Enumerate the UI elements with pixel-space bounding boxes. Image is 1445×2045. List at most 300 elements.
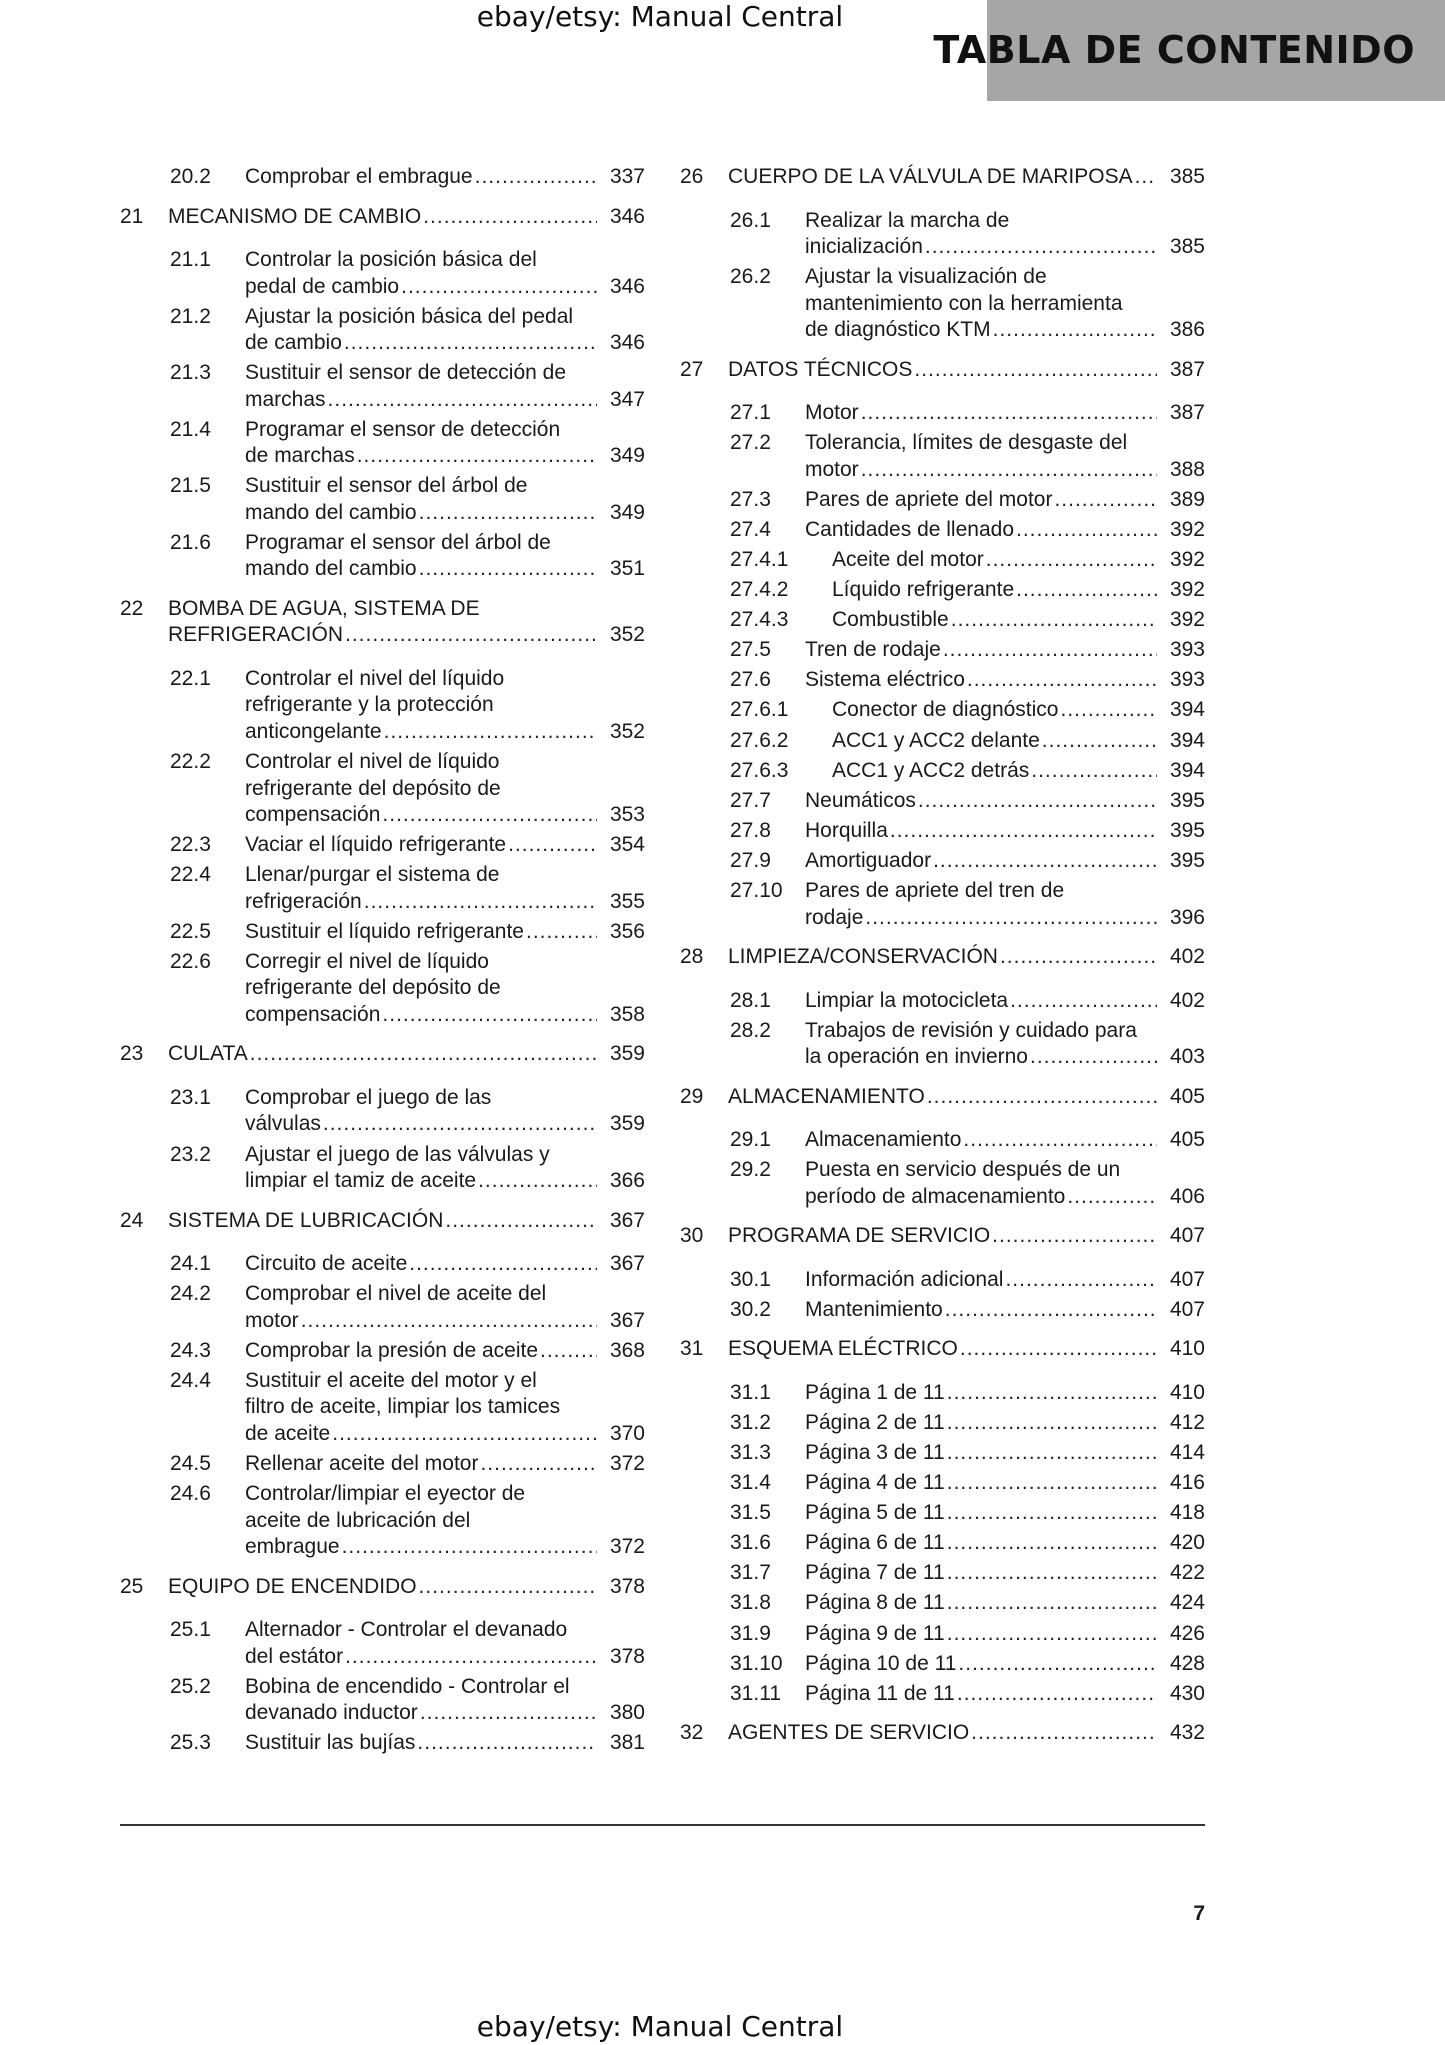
toc-section-entry[interactable]	[680, 1440, 1205, 1467]
toc-section-entry[interactable]	[120, 530, 645, 583]
toc-section-entry[interactable]	[120, 1251, 645, 1278]
toc-entry-title-line	[728, 944, 1205, 971]
toc-entry-number: 24.4	[170, 1368, 211, 1392]
dot-leader	[947, 1470, 1157, 1497]
toc-entry-title-line	[805, 457, 1205, 484]
toc-section-entry[interactable]	[120, 1368, 645, 1448]
toc-chapter-entry[interactable]	[680, 164, 1205, 191]
toc-entry-title-line: filtro de aceite, limpiar los tamices	[245, 1395, 561, 1419]
toc-chapter-entry[interactable]	[120, 204, 645, 231]
toc-entry-title	[832, 758, 1205, 785]
toc-column-right	[680, 164, 1205, 1764]
toc-section-entry[interactable]	[680, 848, 1205, 875]
toc-section-entry[interactable]	[680, 818, 1205, 845]
toc-section-entry[interactable]	[680, 1018, 1205, 1071]
toc-entry-title-text: refrigeración	[245, 889, 362, 913]
toc-entry-title-text: Cantidades de llenado	[805, 517, 1014, 541]
toc-entry-title-text: Página 5 de 11	[805, 1501, 945, 1525]
dot-leader	[423, 204, 597, 231]
toc-entry-number: 21.1	[170, 248, 211, 271]
dot-leader	[344, 330, 597, 357]
toc-page-number: 385	[1169, 165, 1205, 188]
toc-section-entry[interactable]	[680, 878, 1205, 931]
toc-entry-number: 28.1	[730, 988, 771, 1012]
toc-entry-number: 25.2	[170, 1674, 211, 1698]
toc-entry-title-text: ACC1 y ACC2 delante	[832, 728, 1040, 752]
toc-entry-title-line: Puesta en servicio después de un	[805, 1158, 1121, 1182]
toc-entry-title-text: la operación en invierno	[805, 1045, 1028, 1069]
toc-page-number: 378	[609, 1644, 645, 1668]
toc-entry-title-text: Información adicional	[805, 1267, 1004, 1291]
toc-entry-number: 31.11	[730, 1681, 781, 1705]
toc-entry-title-text: Página 9 de 11	[805, 1621, 945, 1645]
toc-section-entry[interactable]	[120, 164, 645, 191]
toc-section-entry[interactable]	[680, 208, 1205, 261]
toc-section-entry[interactable]	[120, 1674, 645, 1727]
toc-entry-number: 26.2	[730, 265, 771, 289]
dot-leader	[420, 1700, 597, 1727]
toc-entry-title	[805, 1410, 1205, 1437]
toc-page-number: 351	[609, 557, 645, 581]
dot-leader	[508, 832, 597, 859]
toc-entry-title-text: Tren de rodaje	[805, 638, 941, 662]
toc-entry-number: 21.3	[170, 361, 211, 385]
toc-entry-title	[805, 1018, 1205, 1071]
toc-entry-title	[805, 1440, 1205, 1467]
toc-chapter-entry[interactable]	[680, 1336, 1205, 1363]
toc-section-entry[interactable]	[680, 988, 1205, 1015]
toc-section-entry[interactable]	[120, 247, 645, 300]
dot-leader	[409, 1251, 597, 1278]
toc-entry-title-line	[805, 1184, 1205, 1211]
toc-entry-number: 27.10	[730, 879, 783, 902]
toc-entry-number: 22.2	[170, 750, 211, 774]
dot-leader	[967, 667, 1157, 694]
toc-entry-title	[245, 1281, 645, 1334]
toc-page-number: 380	[609, 1701, 645, 1725]
toc-entry-title	[245, 1481, 645, 1561]
toc-entry-title	[245, 749, 645, 829]
toc-entry-title-text: limpiar el tamiz de aceite	[245, 1169, 477, 1193]
toc-entry-title	[245, 1674, 645, 1727]
dot-leader	[947, 1590, 1157, 1617]
toc-chapter-entry[interactable]	[120, 1574, 645, 1601]
toc-section-entry[interactable]	[680, 607, 1205, 634]
toc-section-entry[interactable]	[680, 637, 1205, 664]
toc-entry-title-text: Pares de apriete del motor	[805, 487, 1053, 511]
toc-entry-title	[728, 1084, 1205, 1111]
toc-chapter-entry[interactable]	[680, 1720, 1205, 1747]
toc-entry-title-text: Neumáticos	[805, 788, 916, 812]
toc-entry-title-text: CULATA	[168, 1042, 248, 1066]
toc-chapter-entry[interactable]	[120, 596, 645, 649]
toc-entry-title	[805, 1590, 1205, 1617]
toc-chapter-entry[interactable]	[680, 1223, 1205, 1250]
toc-entry-title-line	[805, 818, 1205, 845]
toc-entry-title	[245, 949, 645, 1029]
toc-page-number: 420	[1169, 1531, 1205, 1555]
toc-section-entry[interactable]	[680, 1157, 1205, 1210]
toc-entry-title-line	[245, 919, 645, 946]
toc-entry-title	[805, 1681, 1205, 1708]
toc-entry-title-line	[805, 988, 1205, 1015]
toc-entry-title-line	[805, 1651, 1205, 1678]
toc-section-entry[interactable]	[680, 1651, 1205, 1678]
toc-entry-number: 25.1	[170, 1618, 211, 1641]
toc-page-number: 405	[1169, 1128, 1205, 1152]
toc-entry-title	[832, 607, 1205, 634]
toc-section-entry[interactable]	[680, 1410, 1205, 1437]
toc-entry-title	[245, 1338, 645, 1365]
toc-page-number: 354	[609, 833, 645, 857]
toc-entry-number: 26	[680, 165, 704, 188]
dot-leader	[480, 1451, 597, 1478]
toc-entry-title-text: Conector de diagnóstico	[832, 698, 1059, 722]
toc-entry-title	[728, 357, 1205, 384]
toc-section-entry[interactable]	[680, 697, 1205, 724]
dot-leader	[933, 848, 1157, 875]
toc-entry-number: 27.4.3	[730, 608, 789, 632]
toc-section-entry[interactable]	[120, 1338, 645, 1365]
toc-section-entry[interactable]	[120, 832, 645, 859]
toc-entry-title	[245, 1085, 645, 1138]
toc-entry-title-text: inicialización	[805, 235, 923, 258]
dot-leader	[1042, 728, 1157, 755]
toc-entry-title	[245, 1251, 645, 1278]
toc-section-entry[interactable]	[680, 1621, 1205, 1648]
toc-entry-title	[805, 1267, 1205, 1294]
toc-page-number: 392	[1169, 608, 1205, 632]
toc-entry-title-text: Página 1 de 11	[805, 1380, 945, 1404]
toc-entry-title-line: Controlar el nivel del líquido	[245, 666, 505, 690]
dot-leader	[357, 443, 597, 470]
toc-chapter-entry[interactable]	[120, 1208, 645, 1235]
toc-entry-title-text: motor	[805, 457, 859, 481]
toc-entry-title-text: Página 7 de 11	[805, 1561, 945, 1585]
dot-leader	[328, 387, 597, 414]
toc-section-entry[interactable]	[680, 1500, 1205, 1527]
toc-entry-title	[728, 164, 1205, 191]
toc-entry-title-line	[805, 1297, 1205, 1324]
dot-leader	[382, 1002, 597, 1029]
toc-page-number: 356	[609, 919, 645, 943]
toc-entry-title-line	[805, 637, 1205, 664]
toc-page-number: 394	[1169, 698, 1205, 722]
toc-entry-title-line	[805, 1621, 1205, 1648]
toc-page-number: 410	[1169, 1337, 1205, 1361]
toc-entry-title-line	[168, 1041, 645, 1068]
toc-entry-title	[805, 667, 1205, 694]
toc-entry-title	[168, 1208, 645, 1235]
page-title: TABLA DE CONTENIDO	[933, 28, 1415, 72]
toc-entry-title-line: aceite de lubricación del	[245, 1508, 471, 1532]
toc-page-number: 407	[1169, 1224, 1205, 1248]
toc-page-number: 393	[1169, 638, 1205, 662]
toc-section-entry[interactable]	[120, 1281, 645, 1334]
toc-entry-title-line	[832, 547, 1205, 574]
toc-entry-title	[832, 547, 1205, 574]
toc-page-number: 349	[609, 444, 645, 468]
toc-section-entry[interactable]	[680, 1297, 1205, 1324]
toc-section-entry[interactable]	[680, 1267, 1205, 1294]
toc-entry-title-text: Página 10 de 11	[805, 1651, 957, 1675]
toc-entry-title-text: ESQUEMA ELÉCTRICO	[728, 1337, 958, 1361]
dot-leader	[332, 1421, 597, 1448]
dot-leader	[1010, 988, 1157, 1015]
toc-entry-number: 27.1	[730, 401, 771, 425]
toc-section-entry[interactable]	[680, 264, 1205, 344]
dot-leader	[250, 1041, 597, 1068]
toc-entry-title-text: AGENTES DE SERVICIO	[728, 1721, 970, 1745]
toc-entry-number: 27.6.1	[730, 698, 789, 722]
toc-entry-number: 30	[680, 1224, 704, 1248]
toc-entry-title-text: Página 2 de 11	[805, 1410, 945, 1434]
toc-entry-title-text: Página 3 de 11	[805, 1440, 945, 1464]
toc-section-entry[interactable]	[680, 430, 1205, 483]
toc-entry-title-text: Comprobar el embrague	[245, 165, 473, 188]
dot-leader	[947, 1530, 1157, 1557]
dot-leader	[947, 1440, 1157, 1467]
toc-entry-number: 27.7	[730, 788, 771, 812]
toc-entry-number: 30.1	[730, 1267, 771, 1291]
toc-entry-title-line	[805, 1530, 1205, 1557]
toc-entry-title-line: Bobina de encendido - Controlar el	[245, 1674, 570, 1698]
toc-entry-title-line	[805, 234, 1205, 261]
toc-entry-title-line	[245, 1451, 645, 1478]
toc-entry-title-text: de marchas	[245, 444, 355, 468]
toc-section-entry[interactable]	[680, 788, 1205, 815]
toc-section-entry[interactable]	[120, 1481, 645, 1561]
toc-entry-title-text: Mantenimiento	[805, 1297, 943, 1321]
toc-entry-title-line: Programar el sensor del árbol de	[245, 530, 551, 554]
toc-entry-title	[805, 430, 1205, 483]
toc-entry-number: 24.1	[170, 1252, 211, 1276]
toc-page-number: 378	[609, 1574, 645, 1598]
toc-entry-title-line	[245, 556, 645, 583]
toc-page-number: 359	[609, 1112, 645, 1136]
toc-section-entry[interactable]	[680, 1530, 1205, 1557]
toc-entry-title-line	[805, 517, 1205, 544]
toc-entry-number: 21.5	[170, 474, 211, 498]
toc-entry-number: 31.9	[730, 1621, 771, 1645]
toc-entry-title	[805, 1651, 1205, 1678]
toc-entry-number: 31	[680, 1337, 704, 1361]
dot-leader	[958, 1651, 1157, 1678]
toc-section-entry[interactable]	[120, 1085, 645, 1138]
dot-leader	[401, 274, 597, 301]
toc-page-number: 392	[1169, 578, 1205, 602]
toc-section-entry[interactable]	[120, 360, 645, 413]
toc-entry-title-text: Página 8 de 11	[805, 1591, 945, 1615]
toc-entry-title-line: refrigerante del depósito de	[245, 976, 501, 1000]
toc-page-number: 367	[609, 1252, 645, 1276]
toc-entry-number: 31.3	[730, 1440, 771, 1464]
toc-entry-title-line	[805, 1044, 1205, 1071]
dot-leader	[971, 1720, 1157, 1747]
toc-page-number: 402	[1169, 988, 1205, 1012]
toc-section-entry[interactable]	[680, 487, 1205, 514]
toc-section-entry[interactable]	[120, 1617, 645, 1670]
toc-entry-number: 27.4	[730, 517, 771, 541]
toc-section-entry[interactable]	[680, 1560, 1205, 1587]
dot-leader	[475, 164, 597, 191]
toc-entry-number: 27.4.2	[730, 578, 789, 602]
toc-entry-title	[832, 577, 1205, 604]
toc-page-number: 405	[1169, 1084, 1205, 1108]
dot-leader	[419, 556, 597, 583]
toc-entry-title	[805, 208, 1205, 261]
dot-leader	[1054, 487, 1157, 514]
toc-page-number: 367	[609, 1208, 645, 1232]
dot-leader	[963, 1127, 1157, 1154]
toc-section-entry[interactable]	[680, 1590, 1205, 1617]
toc-entry-title	[245, 1451, 645, 1478]
toc-chapter-entry[interactable]	[680, 1084, 1205, 1111]
toc-section-entry[interactable]	[120, 862, 645, 915]
toc-entry-title	[805, 818, 1205, 845]
toc-entry-title-line	[245, 1168, 645, 1195]
toc-entry-title-line: Corregir el nivel de líquido	[245, 949, 489, 973]
toc-entry-number: 23.2	[170, 1142, 211, 1166]
toc-section-entry[interactable]	[120, 1730, 645, 1757]
toc-entry-title	[245, 304, 645, 357]
toc-entry-number: 23	[120, 1042, 144, 1066]
toc-entry-title	[832, 728, 1205, 755]
toc-section-entry[interactable]	[120, 417, 645, 470]
toc-section-entry[interactable]	[120, 473, 645, 526]
toc-section-entry[interactable]	[680, 1470, 1205, 1497]
toc-entry-title	[805, 637, 1205, 664]
toc-entry-number: 30.2	[730, 1297, 771, 1321]
toc-entry-number: 31.1	[730, 1380, 771, 1404]
dot-leader	[478, 1168, 597, 1195]
toc-entry-title-line: Controlar el nivel de líquido	[245, 750, 500, 774]
toc-section-entry[interactable]	[680, 1681, 1205, 1708]
toc-section-entry[interactable]	[680, 517, 1205, 544]
toc-entry-number: 20.2	[170, 165, 211, 188]
dot-leader	[382, 802, 597, 829]
toc-entry-title-line	[805, 667, 1205, 694]
toc-entry-title-line	[805, 317, 1205, 344]
toc-entry-number: 25	[120, 1574, 144, 1598]
toc-entry-title-line: Controlar/limpiar el eyector de	[245, 1482, 526, 1505]
toc-entry-title	[168, 1574, 645, 1601]
toc-section-entry[interactable]	[120, 749, 645, 829]
dot-leader	[384, 719, 597, 746]
toc-entry-title-line	[832, 607, 1205, 634]
dot-leader	[342, 1534, 597, 1561]
dot-leader	[925, 234, 1157, 261]
toc-section-entry[interactable]	[680, 667, 1205, 694]
dot-leader	[992, 1223, 1157, 1250]
toc-entry-title-line	[245, 1308, 645, 1335]
dot-leader	[417, 1730, 597, 1757]
toc-entry-title-line	[245, 1534, 645, 1561]
toc-section-entry[interactable]	[120, 1142, 645, 1195]
toc-page-number: 422	[1169, 1561, 1205, 1585]
toc-page-number: 372	[609, 1535, 645, 1558]
toc-section-entry[interactable]	[120, 666, 645, 746]
toc-entry-title-line	[805, 1590, 1205, 1617]
toc-entry-title-text: Comprobar la presión de aceite	[245, 1338, 538, 1362]
toc-entry-number: 27.5	[730, 638, 771, 662]
toc-entry-title-line: Comprobar el nivel de aceite del	[245, 1282, 547, 1306]
toc-section-entry[interactable]	[120, 1451, 645, 1478]
header-banner	[933, 0, 1445, 101]
dot-leader	[890, 818, 1157, 845]
toc-entry-title-line	[805, 1267, 1205, 1294]
toc-entry-title-text: de diagnóstico KTM	[805, 318, 991, 342]
toc-entry-title-text: período de almacenamiento	[805, 1184, 1066, 1208]
watermark-top: ebay/etsy: Manual Central	[476, 0, 844, 33]
toc-chapter-entry[interactable]	[680, 357, 1205, 384]
toc-entry-title-text: Sustituir las bujías	[245, 1731, 416, 1755]
toc-section-entry[interactable]	[680, 728, 1205, 755]
toc-entry-title-line	[245, 832, 645, 859]
toc-entry-title-text: del estátor	[245, 1644, 344, 1668]
toc-section-entry[interactable]	[680, 547, 1205, 574]
toc-chapter-entry[interactable]	[680, 944, 1205, 971]
toc-entry-title	[728, 1223, 1205, 1250]
toc-entry-title-text: Horquilla	[805, 818, 888, 842]
toc-entry-number: 25.3	[170, 1731, 211, 1755]
toc-section-entry[interactable]	[120, 304, 645, 357]
toc-entry-title	[805, 1470, 1205, 1497]
toc-chapter-entry[interactable]	[120, 1041, 645, 1068]
toc-entry-title-text: EQUIPO DE ENCENDIDO	[168, 1574, 417, 1598]
toc-page-number: 430	[1169, 1681, 1205, 1705]
toc-entry-number: 31.6	[730, 1531, 771, 1555]
dot-leader	[947, 1500, 1157, 1527]
toc-section-entry[interactable]	[680, 758, 1205, 785]
toc-page-number: 352	[609, 719, 645, 743]
toc-entry-title-line: BOMBA DE AGUA, SISTEMA DE	[168, 596, 480, 620]
toc-entry-number: 27.2	[730, 431, 771, 455]
toc-entry-title-line: Realizar la marcha de	[805, 208, 1010, 232]
dot-leader	[861, 457, 1157, 484]
toc-entry-number: 22.5	[170, 919, 211, 943]
toc-section-entry[interactable]	[680, 577, 1205, 604]
toc-entry-title-line	[805, 905, 1205, 932]
toc-entry-title-text: de cambio	[245, 331, 342, 355]
toc-entry-title-line	[245, 1002, 645, 1029]
dot-leader	[1016, 577, 1157, 604]
toc-section-entry[interactable]	[120, 949, 645, 1029]
toc-section-entry[interactable]	[680, 1127, 1205, 1154]
toc-page-number: 372	[609, 1451, 645, 1475]
toc-section-entry[interactable]	[680, 1380, 1205, 1407]
toc-entry-title-line	[832, 577, 1205, 604]
dot-leader	[345, 1644, 597, 1671]
toc-entry-number: 22.4	[170, 863, 211, 887]
toc-entry-title-line	[168, 204, 645, 231]
toc-entry-title-line	[245, 1251, 645, 1278]
toc-entry-title-text: CUERPO DE LA VÁLVULA DE MARIPOSA	[728, 165, 1133, 188]
toc-entry-title-line: Tolerancia, límites de desgaste del	[805, 431, 1128, 455]
toc-entry-title-line	[245, 1700, 645, 1727]
toc-entry-title	[805, 264, 1205, 344]
toc-entry-title-line: mantenimiento con la herramienta	[805, 291, 1123, 315]
toc-column-left	[120, 164, 645, 1760]
toc-page-number: 388	[1169, 457, 1205, 481]
dot-leader	[323, 1111, 597, 1138]
toc-section-entry[interactable]	[120, 919, 645, 946]
toc-page-number: 359	[609, 1042, 645, 1066]
toc-entry-title-text: PROGRAMA DE SERVICIO	[728, 1224, 991, 1248]
toc-entry-title	[245, 919, 645, 946]
toc-entry-title	[805, 1127, 1205, 1154]
toc-section-entry[interactable]	[680, 400, 1205, 427]
